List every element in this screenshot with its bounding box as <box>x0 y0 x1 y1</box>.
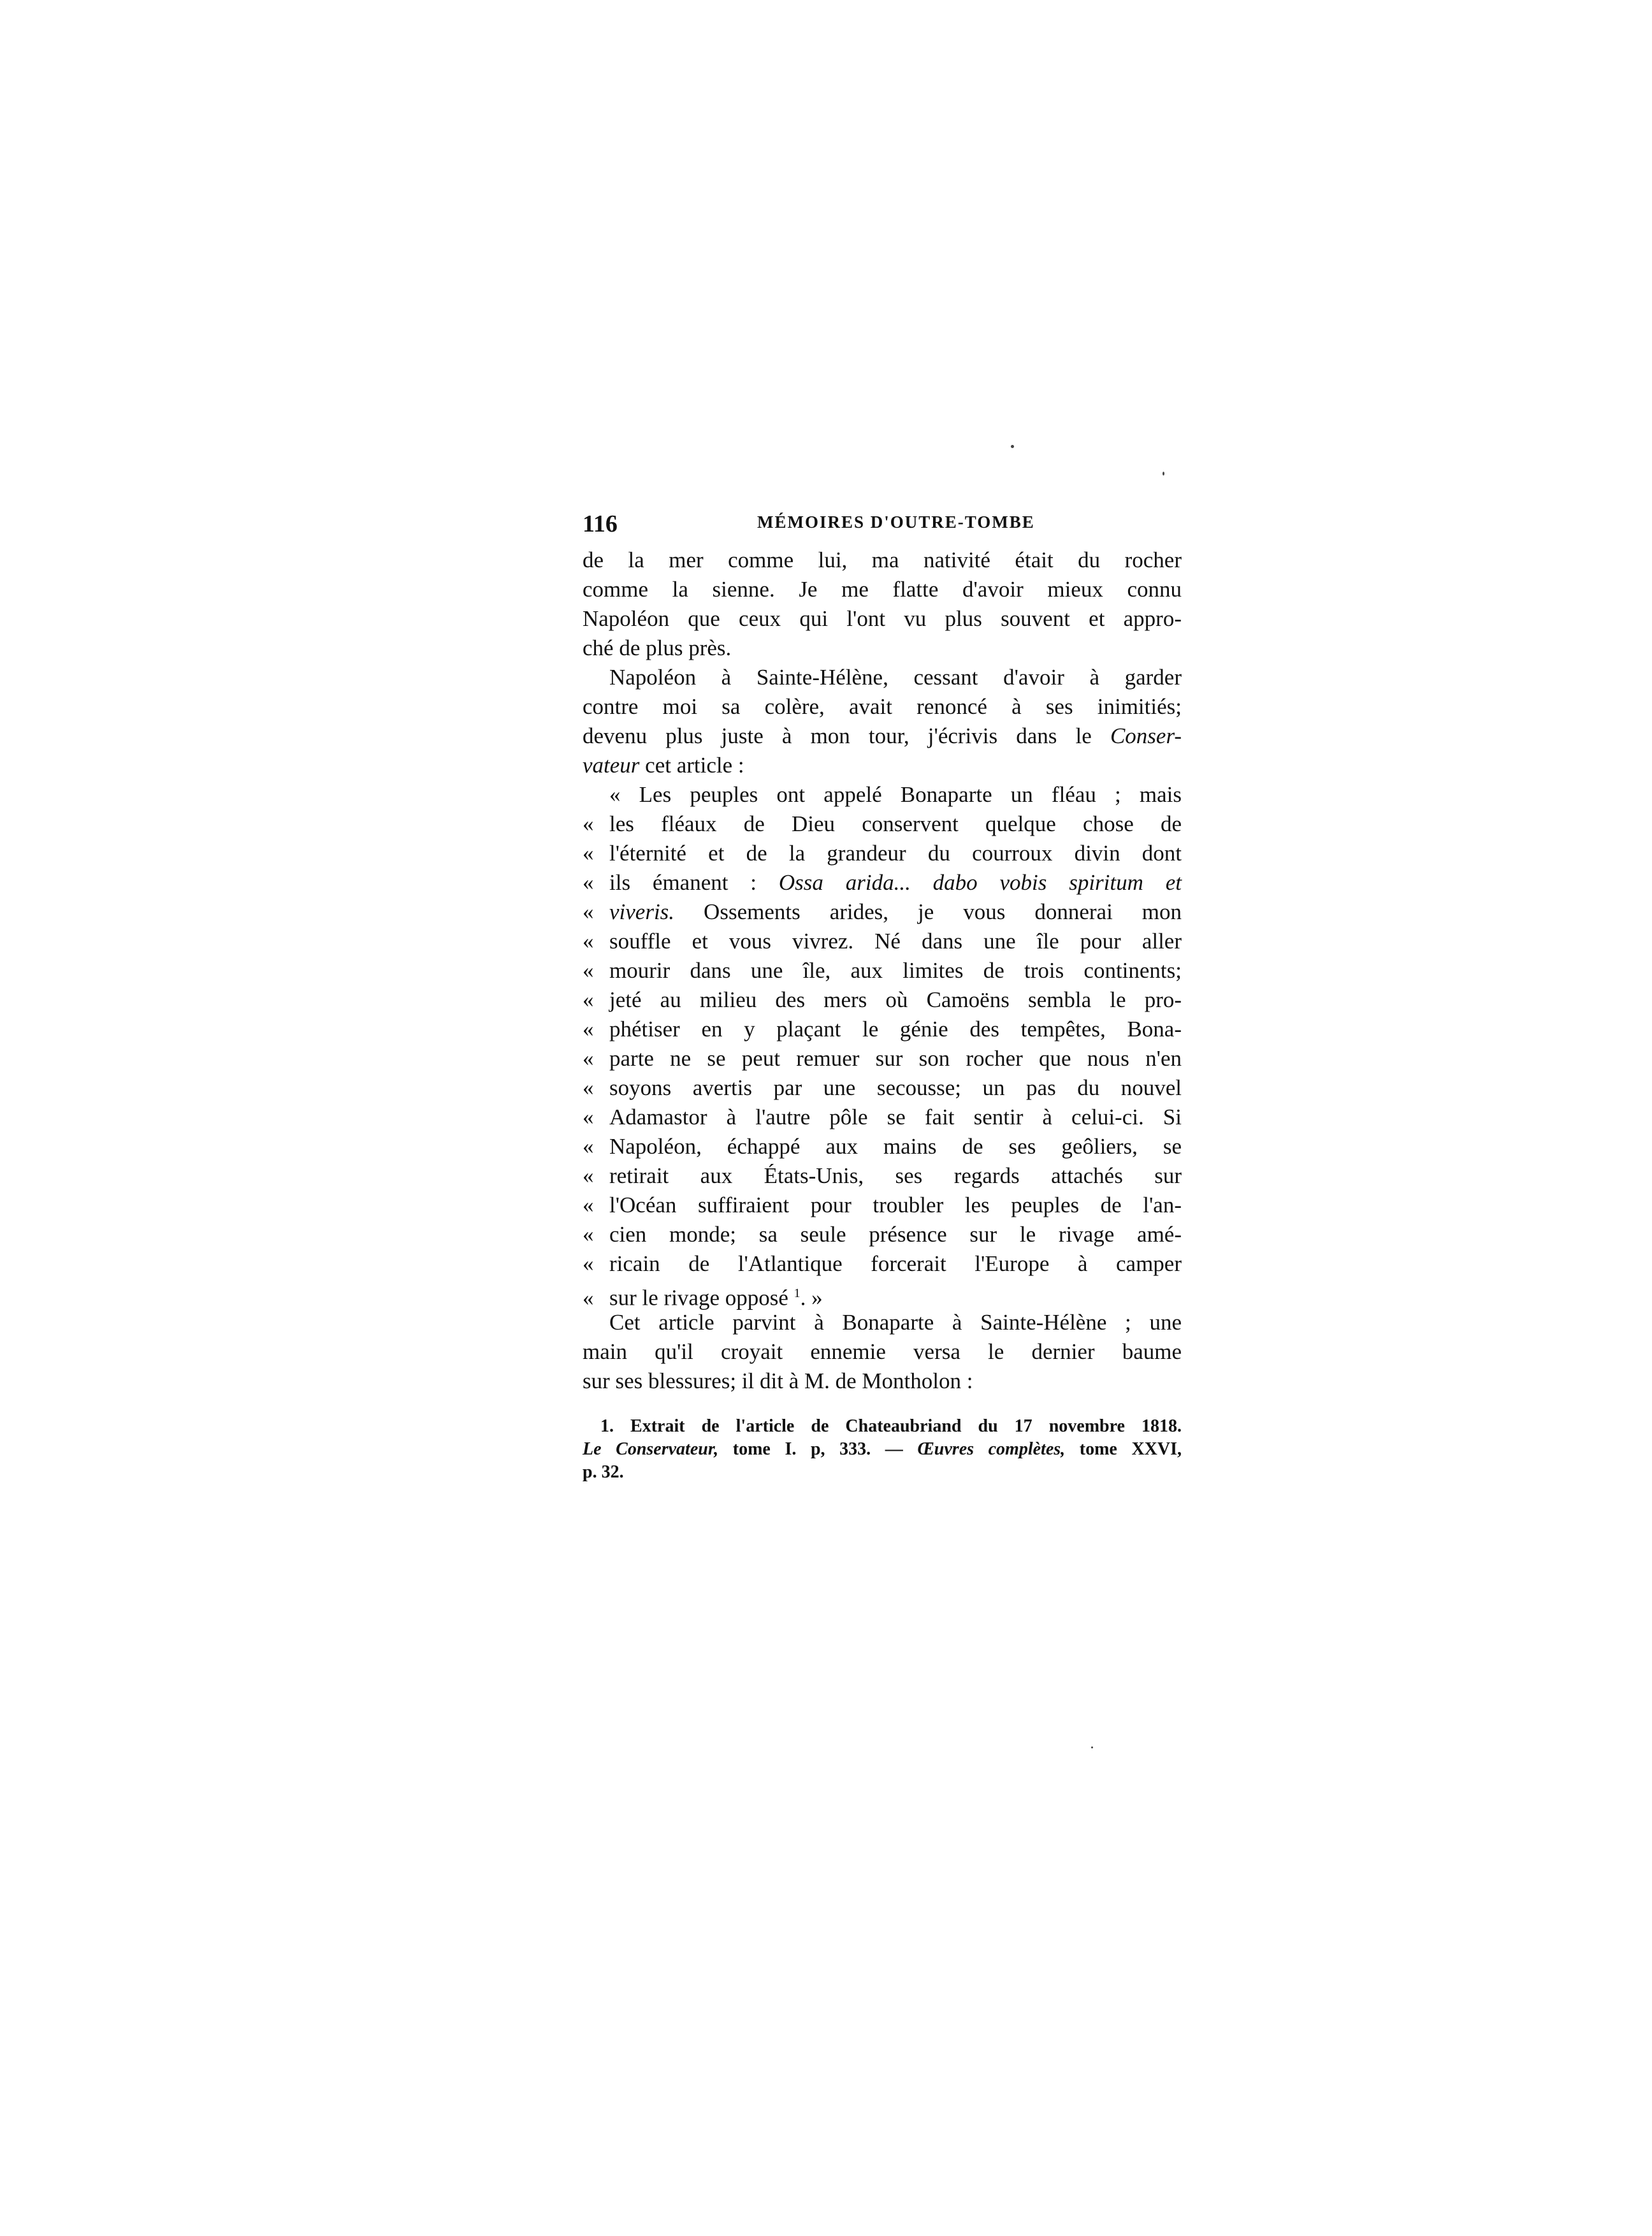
line-part: parte ne se peut remuer sur son rocher que nous n'en <box>609 1046 1182 1071</box>
guillemet: « <box>583 987 594 1012</box>
footnote-line: 1. Extrait de l'article de Chateaubriand du 17 novembre 1818. <box>600 1416 1182 1436</box>
guillemet: « <box>583 1046 594 1071</box>
journal-title: vateur <box>583 753 640 778</box>
line-part: Napoléon, échappé aux mains de ses geôliers, se <box>609 1134 1182 1159</box>
line-part: jeté au milieu des mers où Camoëns sembla le pro- <box>609 987 1182 1012</box>
quote-line <box>583 1249 1182 1279</box>
footnote-title: Le Conservateur, <box>583 1439 719 1459</box>
guillemet: « <box>583 841 594 866</box>
quote-line <box>583 1132 1182 1161</box>
text-line: main qu'il croyait ennemie versa le dernier baume <box>583 1339 1182 1364</box>
guillemet: « <box>583 958 594 983</box>
line-part: Ossements arides, je vous donnerai mon <box>704 899 1182 924</box>
guillemet: « <box>583 1251 594 1276</box>
quote-line <box>583 1015 1182 1044</box>
text-line: ché de plus près. <box>583 635 732 660</box>
line-part: l'éternité et de la grandeur du courroux divin dont <box>609 841 1182 866</box>
text-line: sur ses blessures; il dit à M. de Montholon : <box>583 1368 973 1393</box>
text-line <box>583 722 1182 751</box>
quote-line <box>583 1279 1182 1308</box>
text-line: Napoléon que ceux qui l'ont vu plus souvent et appro- <box>583 606 1182 631</box>
quote-line <box>583 1191 1182 1220</box>
line-part: souffle et vous vivrez. Né dans une île pour aller <box>609 929 1182 954</box>
journal-title: Conser- <box>1110 723 1182 748</box>
text-line: Napoléon à Sainte-Hélène, cessant d'avoir à garder <box>609 665 1182 690</box>
quote-line <box>583 927 1182 956</box>
guillemet: « <box>583 929 594 954</box>
footnote-line: p. 32. <box>583 1462 624 1482</box>
quote-line <box>583 1103 1182 1132</box>
line-part: soyons avertis par une secousse; un pas du nouvel <box>609 1075 1182 1100</box>
book-page <box>583 510 1182 1484</box>
line-part: retirait aux États-Unis, ses regards attachés sur <box>609 1163 1182 1188</box>
quote-line <box>583 1161 1182 1191</box>
line-part: . » <box>800 1285 823 1310</box>
page-number: 116 <box>583 511 618 537</box>
quote-line <box>583 809 1182 839</box>
quote-line <box>583 1220 1182 1249</box>
scan-speck <box>1163 472 1164 476</box>
text-line: comme la sienne. Je me flatte d'avoir mieux connu <box>583 577 1182 602</box>
quote-line <box>583 956 1182 985</box>
line-part: cien monde; sa seule présence sur le rivage amé- <box>609 1222 1182 1247</box>
line-part: mourir dans une île, aux limites de trois continents; <box>609 958 1182 983</box>
body-text <box>583 546 1182 1396</box>
guillemet: « <box>583 1163 594 1188</box>
scan-speck <box>1091 1746 1093 1748</box>
quote-line <box>583 1073 1182 1103</box>
text-line: de la mer comme lui, ma nativité était du rocher <box>583 548 1182 572</box>
line-part: sur le rivage opposé <box>609 1285 788 1310</box>
guillemet: « <box>583 1193 594 1217</box>
line-part: cet article : <box>645 753 744 778</box>
quote-line: « Les peuples ont appelé Bonaparte un fléau ; mais <box>609 782 1182 807</box>
line-part: devenu plus juste à mon tour, j'écrivis dans le <box>583 723 1092 748</box>
text-line <box>583 751 1182 780</box>
guillemet: « <box>583 811 594 836</box>
line-part: ils émanent : <box>609 870 757 895</box>
guillemet: « <box>583 1017 594 1042</box>
footnote-title: Œuvres complètes, <box>917 1439 1066 1459</box>
guillemet: « <box>583 1134 594 1159</box>
text-line: Cet article parvint à Bonaparte à Sainte-Hélène ; une <box>609 1310 1182 1335</box>
line-part: l'Océan suffiraient pour troubler les peuples de l'an- <box>609 1193 1182 1217</box>
line-part: les fléaux de Dieu conservent quelque chose de <box>609 811 1182 836</box>
guillemet: « <box>583 1105 594 1129</box>
footnote-marker: 1 <box>793 1286 801 1300</box>
running-title: MÉMOIRES D'OUTRE-TOMBE <box>757 512 1035 532</box>
guillemet: « <box>583 1285 594 1310</box>
guillemet: « <box>583 870 594 895</box>
footnote-line <box>583 1438 1182 1461</box>
running-head <box>583 510 1182 543</box>
line-part: tome XXVI, <box>1079 1439 1182 1459</box>
line-part: phétiser en y plaçant le génie des tempêtes, Bona- <box>609 1017 1182 1042</box>
quote-line <box>583 897 1182 927</box>
quote-line <box>583 839 1182 868</box>
footnote <box>583 1415 1182 1484</box>
text-line: contre moi sa colère, avait renoncé à ses inimitiés; <box>583 694 1182 719</box>
quote-line <box>583 985 1182 1015</box>
scan-speck <box>1011 445 1014 448</box>
latin-quote: viveris. <box>609 899 675 924</box>
guillemet: « <box>583 1075 594 1100</box>
guillemet: « <box>583 899 594 924</box>
line-part: ricain de l'Atlantique forcerait l'Europe à camper <box>609 1251 1182 1276</box>
quote-line <box>583 1044 1182 1073</box>
line-part: Adamastor à l'autre pôle se fait sentir à celui-ci. Si <box>609 1105 1182 1129</box>
quote-line <box>583 868 1182 897</box>
latin-quote: Ossa arida... dabo vobis spiritum et <box>778 870 1182 895</box>
guillemet: « <box>583 1222 594 1247</box>
line-part: tome I. p, 333. — <box>732 1439 903 1459</box>
